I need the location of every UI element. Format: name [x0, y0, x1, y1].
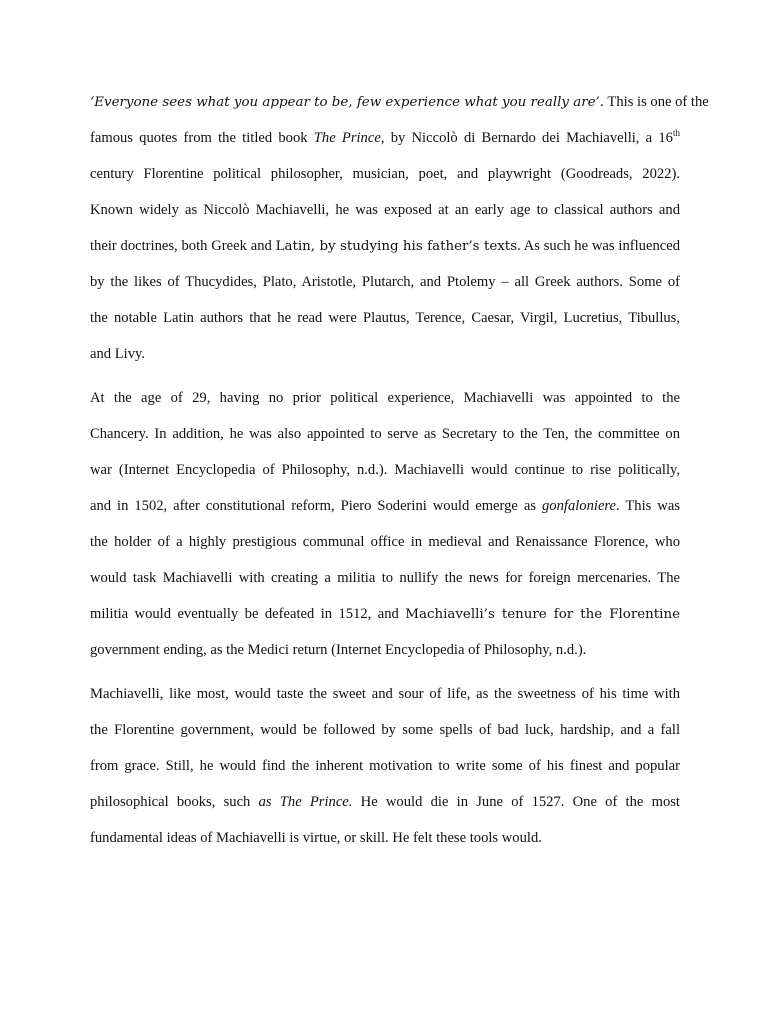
text-line: the Florentine government, would be followed by some spells of bad luck, hardship, and a fall [90, 722, 680, 738]
text-line: century Florentine political philosopher, musician, poet, and playwright (Goodreads, 2022). [90, 166, 680, 182]
text-line: and in 1502, after constitutional reform, Piero Soderini would emerge as gonfaloniere. This was [90, 498, 681, 514]
text-line: the holder of a highly prestigious communal office in medieval and Renaissance Florence, who [90, 534, 680, 550]
text-line: philosophical books, such as The Prince. He would die in June of 1527. One of the most [90, 794, 680, 810]
italic-title: as The Prince. [258, 794, 353, 810]
text-line: ‘Everyone sees what you appear to be, few experience what you really are’. This is one of the [90, 94, 709, 110]
text-line: and Livy. [90, 346, 145, 362]
text-line: famous quotes from the titled book The Prince, by Niccolò di Bernardo dei Machiavelli, a 16th [90, 128, 680, 146]
text-line: militia would eventually be defeated in 1512, and Machiavelli’s tenure for the Florentine [90, 606, 680, 622]
text-line: Machiavelli, like most, would taste the sweet and sour of life, as the sweetness of his time with [90, 686, 680, 702]
text-line: Chancery. In addition, he was also appointed to serve as Secretary to the Ten, the committee on [90, 426, 680, 442]
text-line: Known widely as Niccolò Machiavelli, he was exposed at an early age to classical authors and [90, 202, 680, 218]
book-title: The Prince [313, 130, 381, 146]
text-line: from grace. Still, he would find the inherent motivation to write some of his finest and popular [90, 758, 680, 774]
text-line: would task Machiavelli with creating a militia to nullify the news for foreign mercenaries. The [90, 570, 680, 586]
text-line: by the likes of Thucydides, Plato, Aristotle, Plutarch, and Ptolemy – all Greek authors. Some of [90, 274, 680, 290]
alternate-font-text: Latin, by studying his father’s texts [275, 239, 518, 254]
text-line: war (Internet Encyclopedia of Philosophy, n.d.). Machiavelli would continue to rise politically, [90, 462, 680, 478]
text-line: their doctrines, both Greek and Latin, by studying his father’s texts. As such he was influenced [90, 238, 680, 254]
text-line: the notable Latin authors that he read were Plautus, Terence, Caesar, Virgil, Lucretius, Tibullus, [90, 310, 680, 326]
italic-term: gonfaloniere [542, 498, 617, 514]
document-page [90, 0, 709, 1024]
paragraph-1 [90, 84, 709, 372]
text-line: government ending, as the Medici return (Internet Encyclopedia of Philosophy, n.d.). [90, 642, 587, 658]
ordinal-superscript: th [672, 128, 680, 138]
text-line: fundamental ideas of Machiavelli is virtue, or skill. He felt these tools would. [90, 830, 542, 846]
text-line: At the age of 29, having no prior political experience, Machiavelli was appointed to the [90, 390, 680, 406]
opening-quote: ‘Everyone sees what you appear to be, few experience what you really are’. [90, 95, 605, 110]
paragraph-3 [90, 676, 680, 856]
alternate-font-text: Machiavelli’s tenure for the Florentine [405, 607, 680, 622]
paragraph-2 [90, 380, 680, 668]
